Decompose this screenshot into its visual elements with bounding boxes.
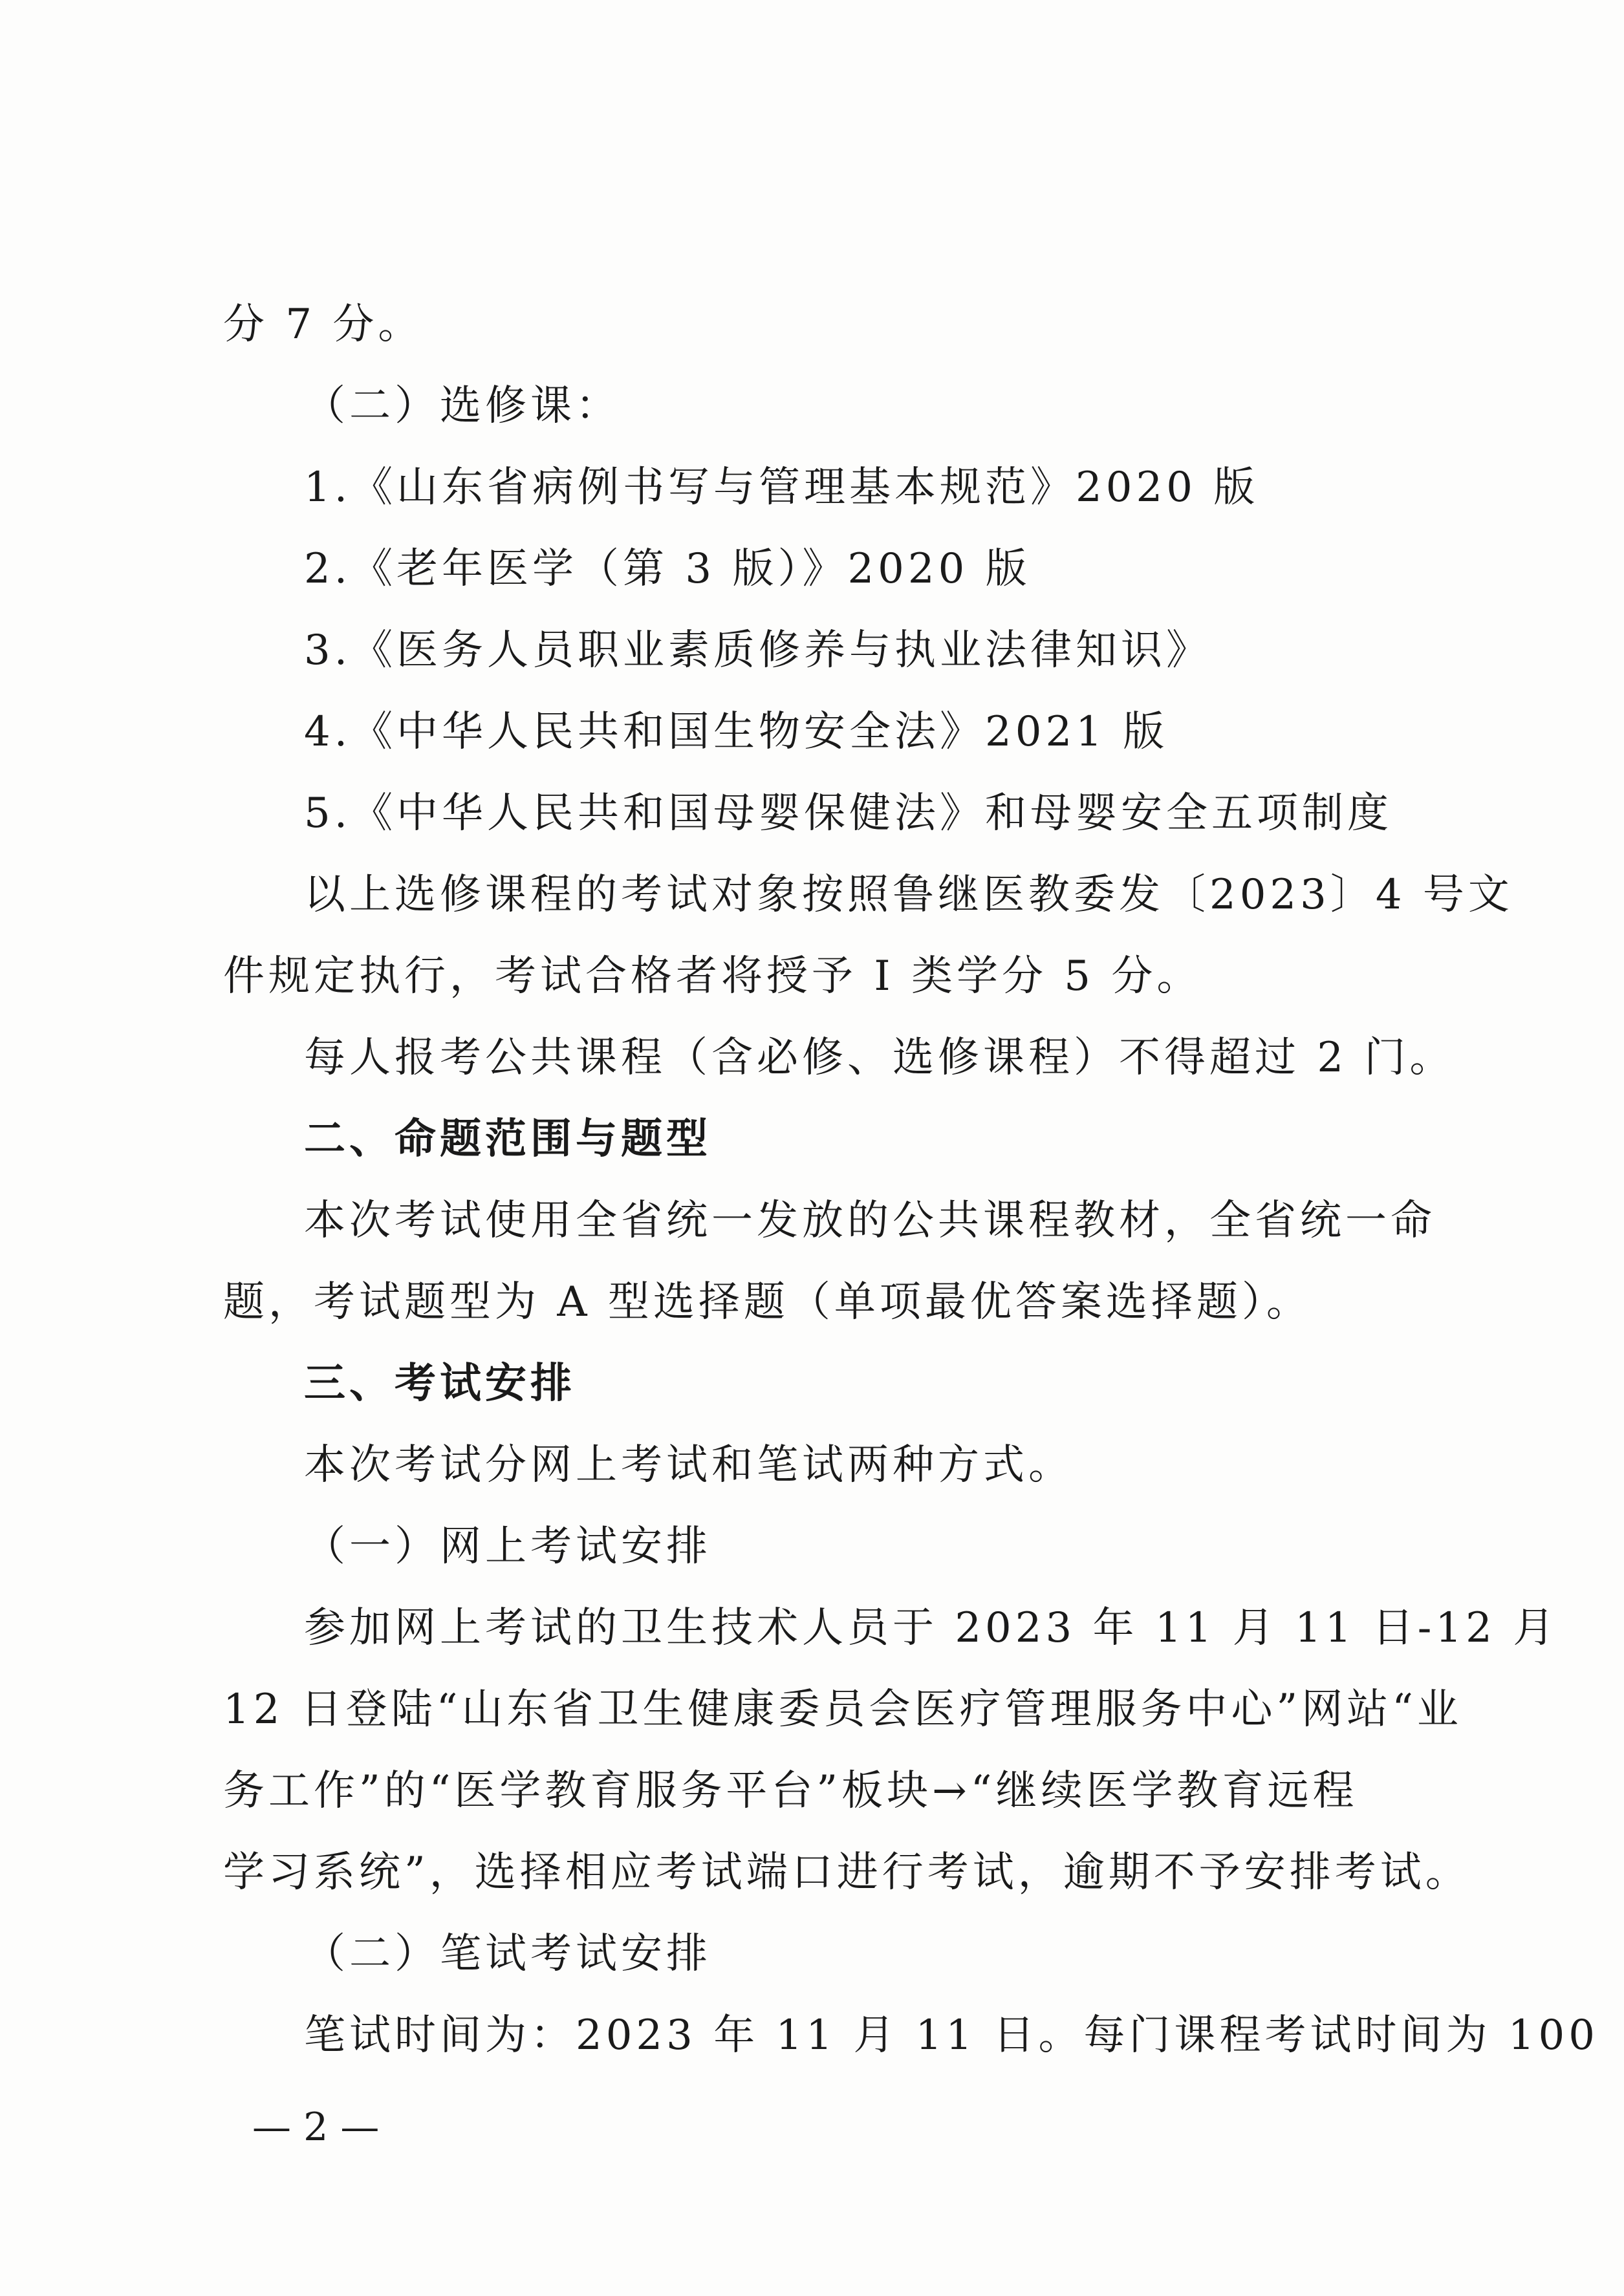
text-line: 12 日登陆“山东省卫生健康委员会医疗管理服务中心”网站“业	[223, 1686, 1462, 1733]
text-line: 每人报考公共课程（含必修、选修课程）不得超过 2 门。	[304, 1034, 1455, 1082]
subsection-heading: （一）网上考试安排	[304, 1523, 711, 1571]
text-line: 本次考试分网上考试和笔试两种方式。	[304, 1441, 1074, 1489]
list-item: 3.《医务人员职业素质修养与执业法律知识》	[304, 627, 1212, 674]
list-item: 1.《山东省病例书写与管理基本规范》2020 版	[304, 464, 1259, 511]
text-line: 分 7 分。	[223, 301, 424, 349]
list-item: 5.《中华人民共和国母婴保健法》和母婴安全五项制度	[304, 789, 1393, 837]
text-line: 题，考试题型为 A 型选择题（单项最优答案选择题）。	[223, 1278, 1312, 1326]
text-line: 件规定执行，考试合格者将授予 I 类学分 5 分。	[223, 952, 1202, 1000]
list-item: 4.《中华人民共和国生物安全法》2021 版	[304, 708, 1169, 756]
section-heading: 三、考试安排	[304, 1360, 576, 1408]
section-heading: 二、命题范围与题型	[304, 1115, 711, 1163]
text-line: 本次考试使用全省统一发放的公共课程教材，全省统一命	[304, 1197, 1436, 1245]
text-line: 参加网上考试的卫生技术人员于 2023 年 11 月 11 日-12 月	[304, 1604, 1559, 1652]
page-number: — 2 —	[252, 2105, 380, 2150]
text-line: 务工作”的“医学教育服务平台”板块→“继续医学教育远程	[223, 1767, 1358, 1815]
list-item: 2.《老年医学（第 3 版）》2020 版	[304, 545, 1031, 593]
subsection-heading: （二）笔试考试安排	[304, 1930, 711, 1978]
subsection-heading: （二）选修课：	[304, 382, 621, 430]
text-line: 学习系统”，选择相应考试端口进行考试，逾期不予安排考试。	[223, 1849, 1471, 1896]
text-line: 笔试时间为：2023 年 11 月 11 日。每门课程考试时间为 100	[304, 2012, 1599, 2059]
text-line: 以上选修课程的考试对象按照鲁继医教委发〔2023〕4 号文	[304, 871, 1513, 919]
